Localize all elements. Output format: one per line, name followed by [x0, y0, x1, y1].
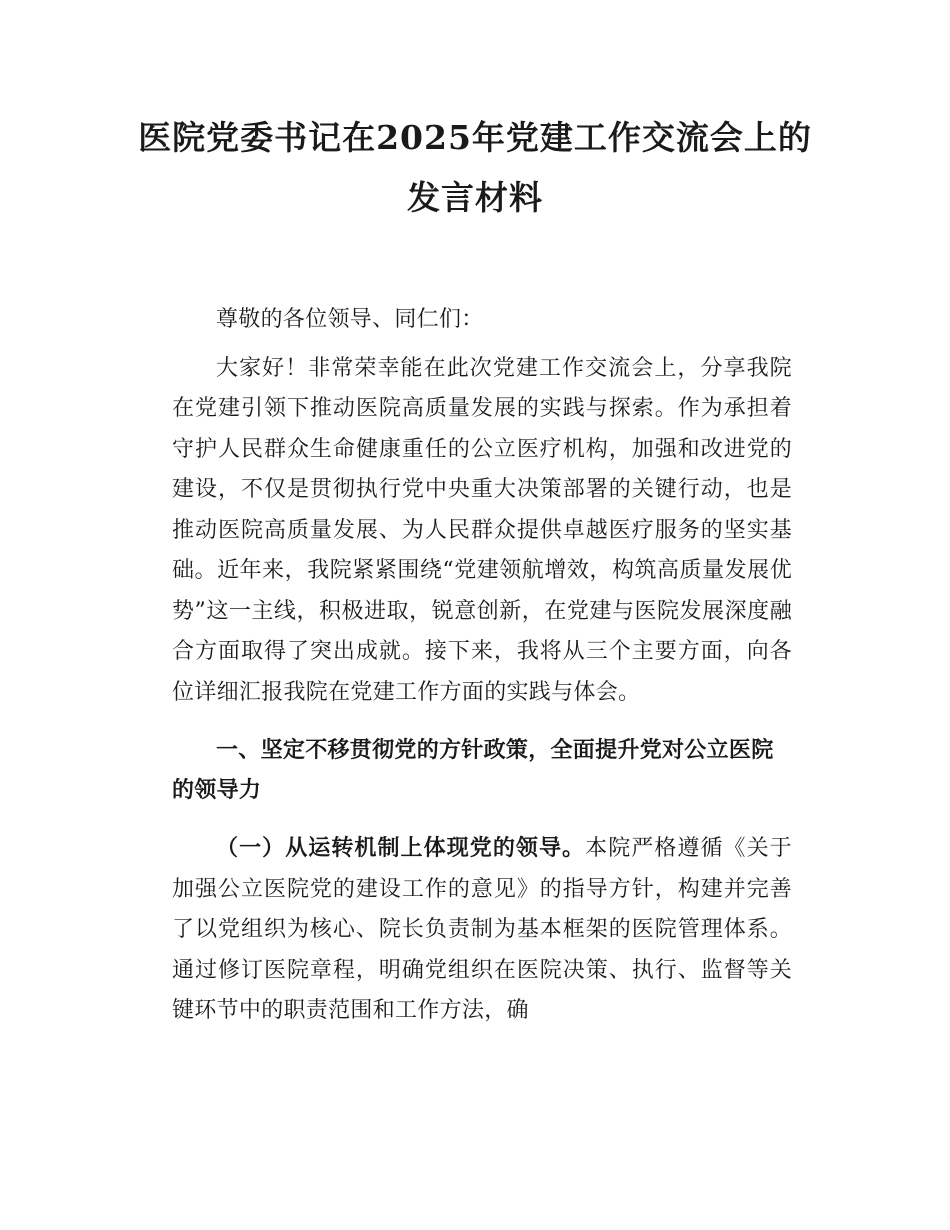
document-title [130, 108, 820, 228]
intro-paragraph: 大家好！非常荣幸能在此次党建工作交流会上，分享我院在党建引领下推动医院高质量发展的实践与探索。作为承担着守护人民群众生命健康重任的公立医疗机构，加强和改进党的建设，不仅是贯彻执行党中央重大决策部署的关键行动，也是推动医院高质量发展、为人民群众提供卓越医疗服务的坚实基础。近年来，我院紧紧围绕“党建领航增效，构筑高质量发展优势”这一主线，积极进取，锐意创新，在党建与医院发展深度融合方面取得了突出成就。接下来，我将从三个主要方面，向各位详细汇报我院在党建工作方面的实践与体会。 [172, 355, 792, 705]
subsection-1-paragraph [172, 829, 792, 1032]
document-body [172, 300, 792, 1032]
subsection-1-body: 本院严格遵循《关于加强公立医院党的建设工作的意见》的指导方针，构建并完善了以党组织为核心、院长负责制为基本框架的医院管理体系。通过修订医院章程，明确党组织在医院决策、执行、监督等关键环节中的职责范围和工作方法，确 [172, 836, 792, 1023]
section-1-heading: 一、坚定不移贯彻党的方针政策，全面提升党对公立医院的领导力 [172, 738, 774, 803]
title-line-2: 发言材料 [407, 178, 543, 217]
subsection-1-lead: （一）从运转机制上体现党的领导。 [216, 836, 586, 861]
salutation: 尊敬的各位领导、同仁们： [216, 307, 484, 332]
title-line-1: 医院党委书记在2025年党建工作交流会上的 [138, 118, 812, 157]
